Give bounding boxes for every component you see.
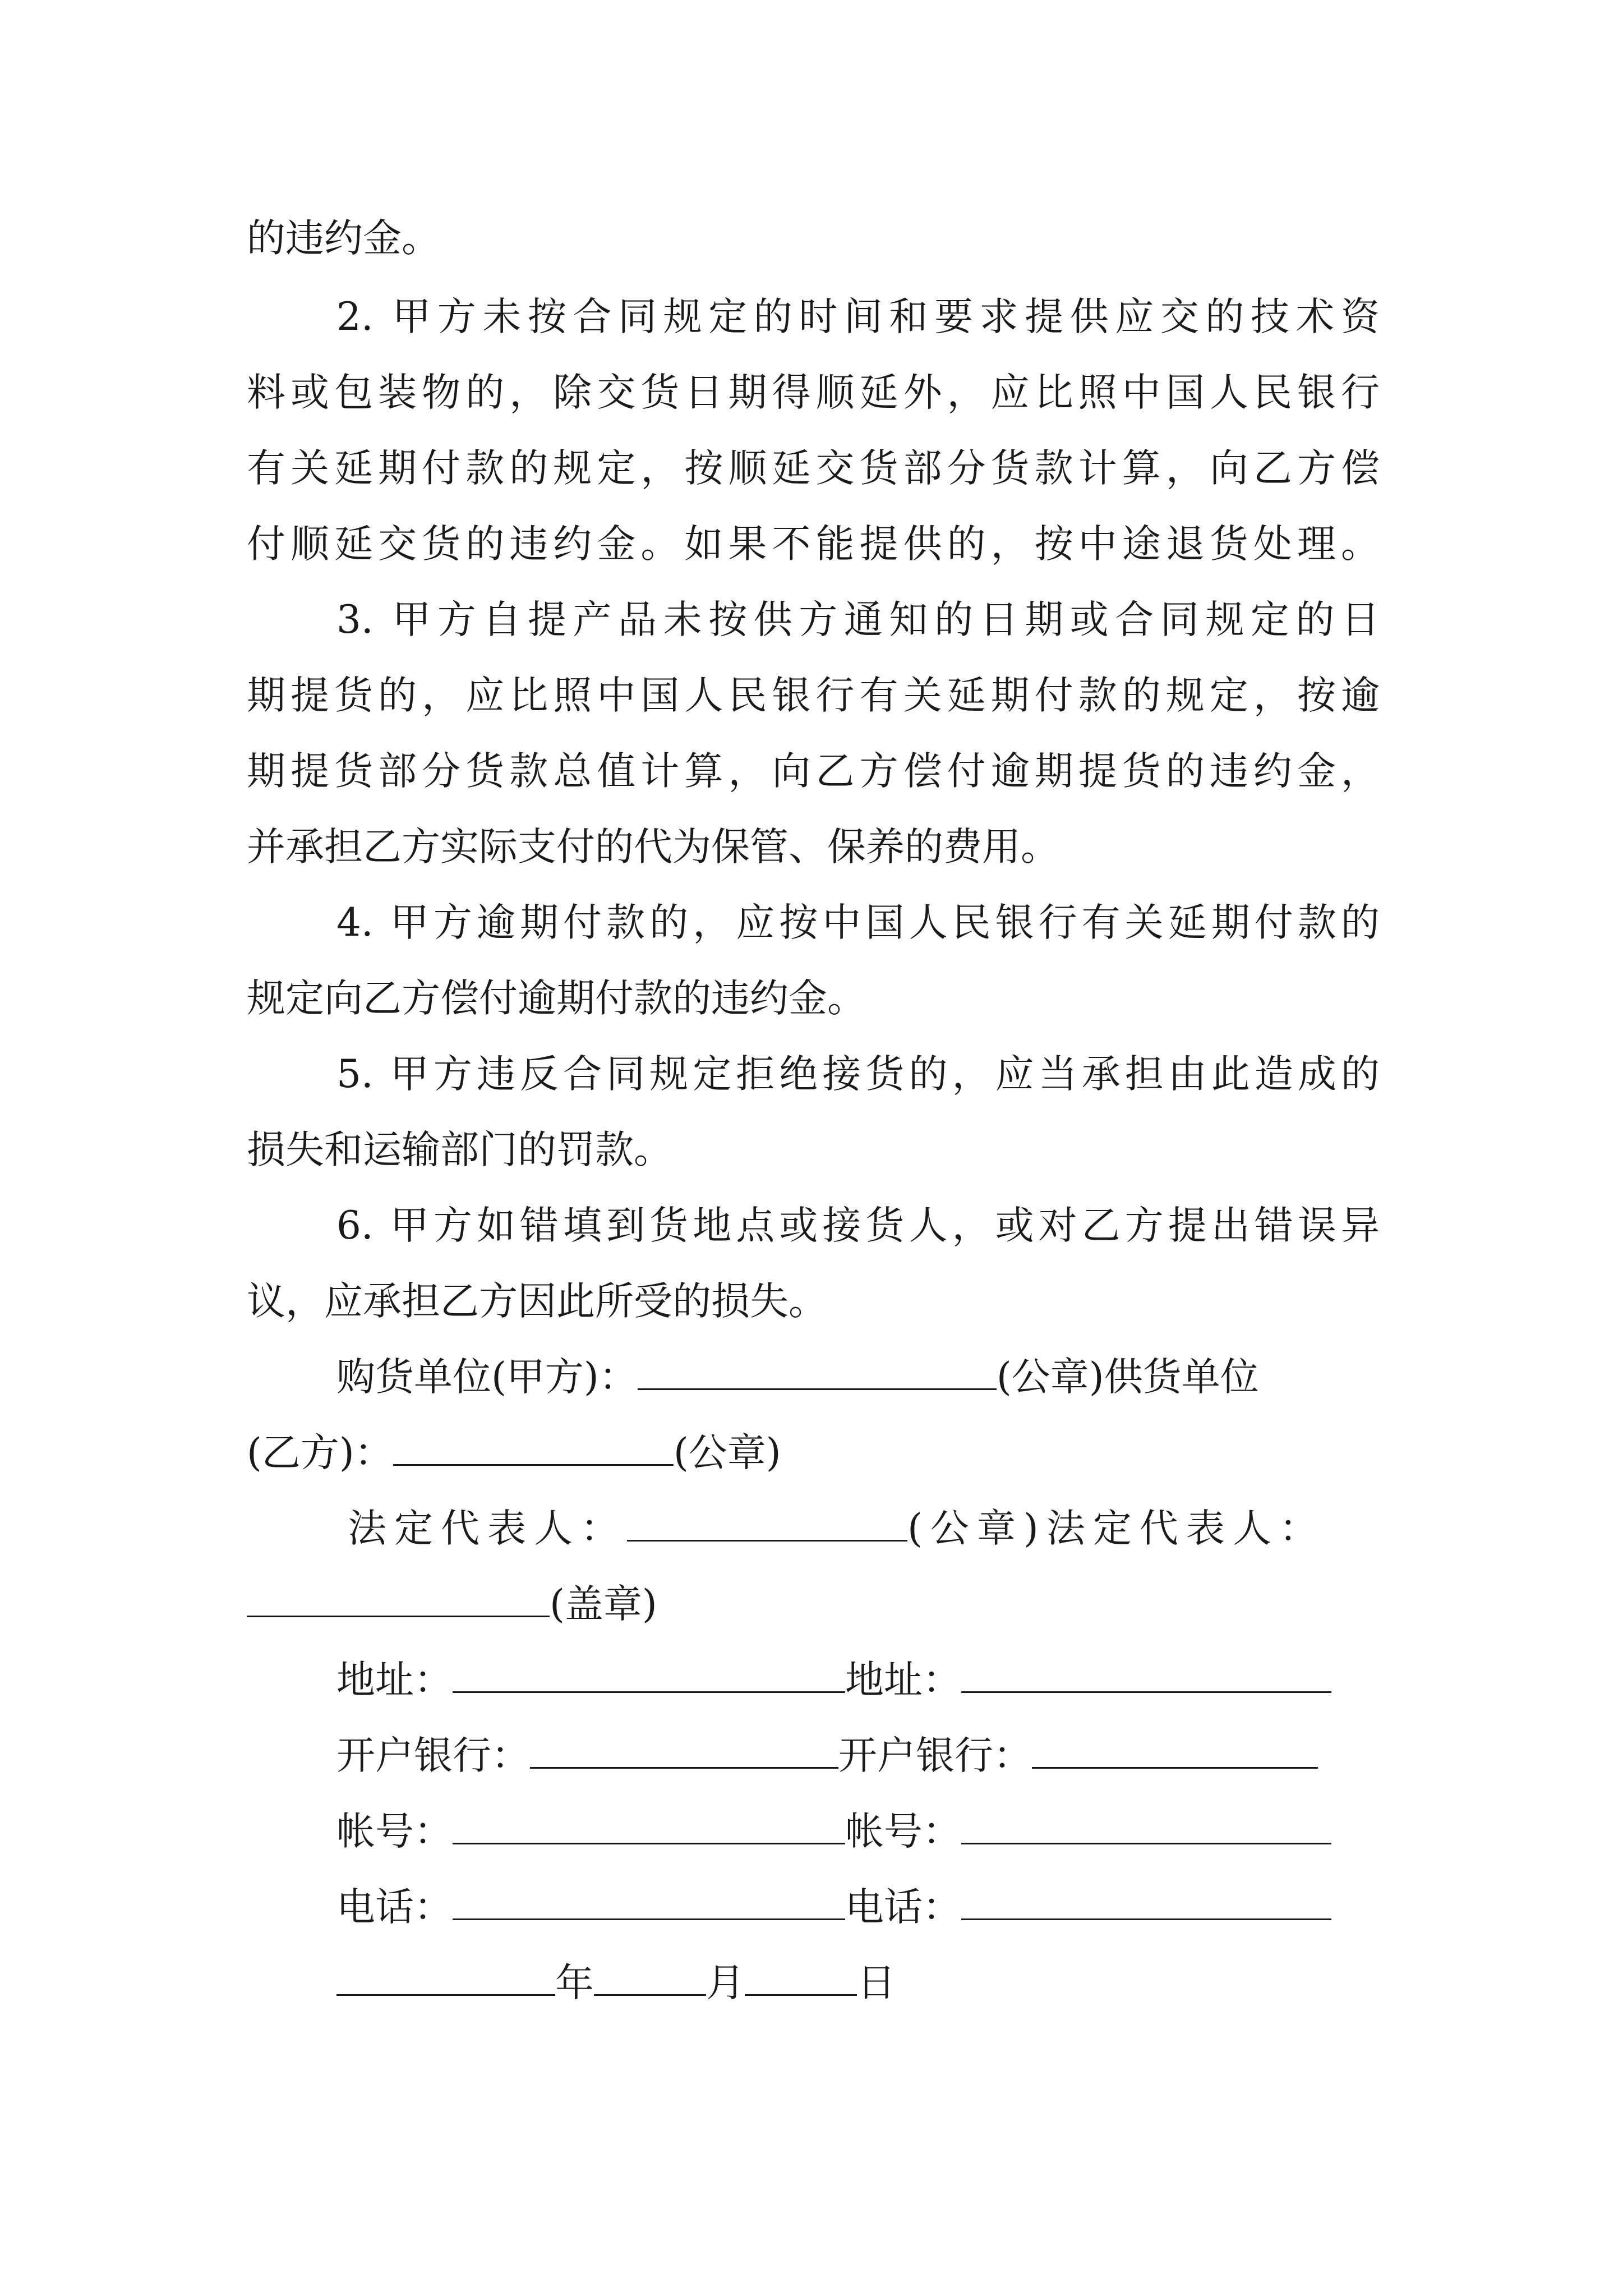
address-blank <box>961 1657 1331 1693</box>
seal-label: (公章) <box>996 1355 1104 1400</box>
paragraph-line: 损失和运输部门的罚款。 <box>247 1128 672 1172</box>
paragraph-line: 付顺延交货的违约金。如果不能提供的，按中途退货处理。 <box>247 522 1380 567</box>
account-blank <box>453 1808 845 1844</box>
paragraph-line: 4. 甲方逾期付款的，应按中国人民银行有关延期付款的 <box>336 900 1380 945</box>
rep-label: 法定代表人： <box>1046 1506 1326 1551</box>
phone-row <box>336 1882 1331 1932</box>
bank-label: 开户银行： <box>336 1733 530 1778</box>
address-label: 地址： <box>336 1658 453 1703</box>
seller-label-2: (乙方)： <box>247 1430 393 1475</box>
year-blank <box>336 1959 555 1996</box>
buyer-label: 购货单位(甲方)： <box>336 1355 638 1400</box>
phone-label: 电话： <box>336 1885 453 1930</box>
paragraph-line: 议，应承担乙方因此所受的损失。 <box>247 1279 827 1324</box>
paragraph-line: 规定向乙方偿付逾期付款的违约金。 <box>247 976 866 1021</box>
account-label: 帐号： <box>845 1809 961 1854</box>
buyer-unit-row <box>336 1352 1259 1402</box>
paragraph-line: 2. 甲方未按合同规定的时间和要求提供应交的技术资 <box>336 295 1380 339</box>
year-label: 年 <box>555 1961 594 2005</box>
rep-blank <box>627 1505 907 1542</box>
seal-label: (公章) <box>673 1430 781 1475</box>
buyer-blank <box>638 1354 997 1390</box>
bank-row <box>336 1731 1318 1781</box>
paragraph-line: 期提货部分货款总值计算，向乙方偿付逾期提货的违约金， <box>247 749 1380 794</box>
paragraph-line: 料或包装物的，除交货日期得顺延外，应比照中国人民银行 <box>247 370 1380 415</box>
phone-blank <box>453 1884 845 1920</box>
bank-label: 开户银行： <box>838 1733 1032 1778</box>
paragraph-line: 期提货的，应比照中国人民银行有关延期付款的规定，按逾 <box>247 673 1380 718</box>
address-blank <box>453 1657 845 1693</box>
paragraph-line: 有关延期付款的规定，按顺延交货部分货款计算，向乙方偿 <box>247 446 1380 491</box>
account-row <box>336 1806 1331 1857</box>
phone-label: 电话： <box>845 1885 961 1930</box>
seller-unit-row <box>247 1428 781 1478</box>
month-label: 月 <box>706 1961 745 2005</box>
rep-blank <box>247 1581 550 1617</box>
seal-label: (盖章) <box>550 1582 657 1627</box>
rep-row <box>348 1503 1326 1554</box>
address-label: 地址： <box>845 1658 961 1703</box>
day-blank <box>745 1959 857 1996</box>
paragraph-line: 3. 甲方自提产品未按供方通知的日期或合同规定的日 <box>336 597 1380 642</box>
day-label: 日 <box>857 1961 896 2005</box>
phone-blank <box>961 1884 1331 1920</box>
rep-row-2 <box>247 1579 657 1630</box>
seller-blank <box>393 1429 674 1466</box>
paragraph-line: 6. 甲方如错填到货地点或接货人，或对乙方提出错误异 <box>336 1203 1380 1248</box>
month-blank <box>594 1959 706 1996</box>
paragraph-line: 的违约金。 <box>247 216 440 261</box>
account-label: 帐号： <box>336 1809 453 1854</box>
account-blank <box>961 1808 1331 1844</box>
date-row <box>336 1958 896 2008</box>
bank-blank <box>530 1732 838 1769</box>
rep-label: 法定代表人： <box>348 1506 627 1551</box>
paragraph-line: 5. 甲方违反合同规定拒绝接货的，应当承担由此造成的 <box>336 1052 1380 1097</box>
seller-label: 供货单位 <box>1104 1355 1259 1400</box>
bank-blank <box>1032 1732 1318 1769</box>
address-row <box>336 1655 1331 1705</box>
seal-label: (公章) <box>907 1506 1046 1551</box>
paragraph-line: 并承担乙方实际支付的代为保管、保养的费用。 <box>247 825 1059 869</box>
